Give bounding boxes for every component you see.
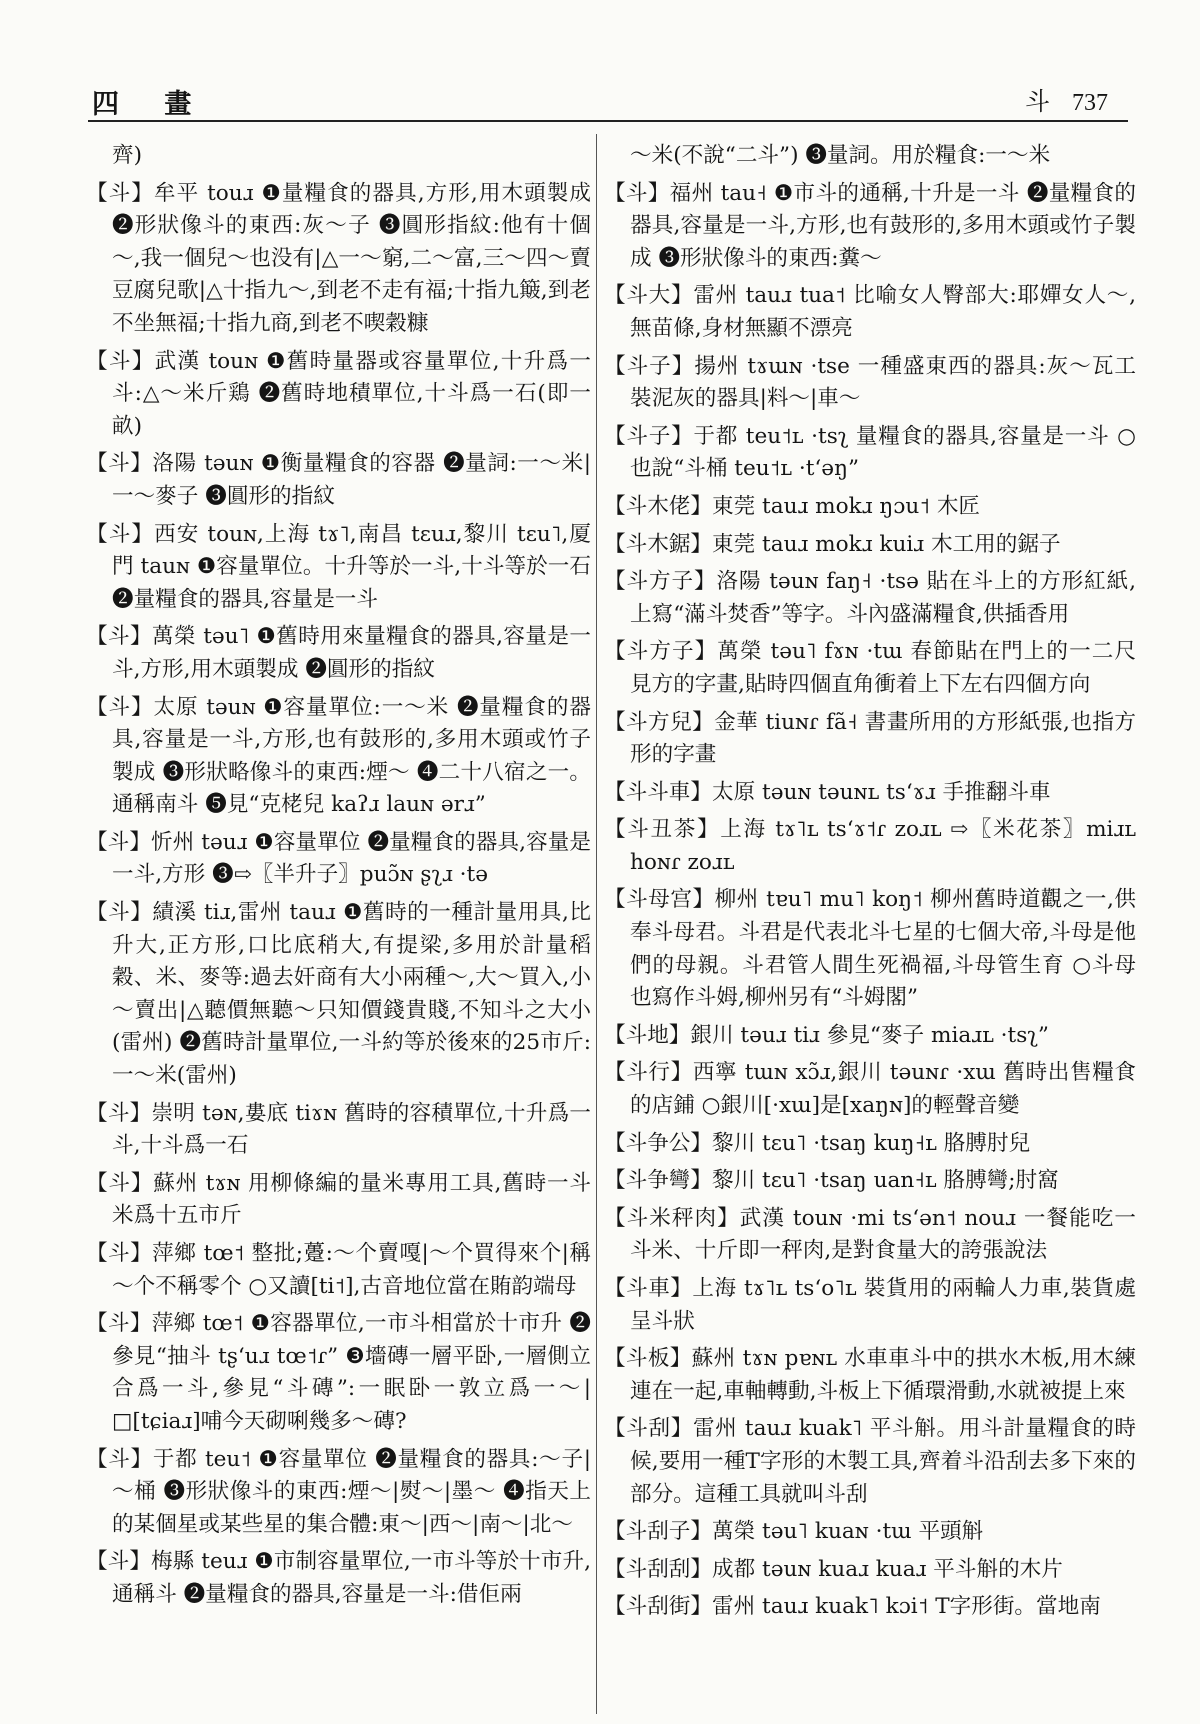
- dictionary-entry: 【斗斗車】太原 təuɴ təuɴʟ tsʻɤɹ 手推翻斗車: [604, 779, 1051, 805]
- left-column: [86, 140, 591, 1617]
- dictionary-entry: 【斗方子】萬榮 təu˥ fɤɴ ·tɯ 春節貼在門上的一二尺見方的字畫,貼時四個直角衝着上下左右四個方向: [604, 639, 1136, 697]
- dictionary-entry: 【斗】太原 təuɴ ❶容量單位:一～米 ❷量糧食的器具,容量是一斗,方形,也有鼓形的,多用木頭或竹子製成 ❸形狀略像斗的東西:煙～ ❹二十八宿之一。通稱南斗 ❺見“克栳兒 kaʔɹ lauɴ ərɹ”: [86, 694, 591, 818]
- page-number: 737: [1072, 90, 1108, 116]
- dictionary-entry: 【斗】蘇州 tɤɴ 用柳條編的量米專用工具,舊時一斗米爲十五市斤: [86, 1170, 591, 1229]
- dictionary-entry: 【斗大】雷州 tauɹ tua˦ 比喻女人臀部大:耶嬋女人～,無苗條,身材無顯不漂亮: [604, 283, 1136, 341]
- dictionary-entry: 【斗】牟平 touɹ ❶量糧食的器具,方形,用木頭製成 ❷形狀像斗的東西:灰～子 ❸圓形指紋:他有十個～,我一個兒～也没有|△一～窮,二～富,三～四～賣豆腐兒歌|△十指九～,到老不走有福;十指九簸,到老不坐無福;十指九商,到老不喫穀糠: [86, 180, 591, 336]
- dictionary-entry: 【斗行】西寧 tɯɴ xɔ̃ɹ,銀川 təuɴɾ ·xɯ 舊時出售糧食的店鋪 ○銀川[·xɯ]是[xaŋɴ]的輕聲音變: [604, 1060, 1136, 1119]
- header-rule: [88, 120, 1128, 122]
- dictionary-entry: 【斗車】上海 tɤ˥ʟ tsʻo˥ʟ 裝貨用的兩輪人力車,裝貨處呈斗狀: [604, 1276, 1136, 1334]
- dictionary-entry: 【斗】梅縣 teuɹ ❶市制容量單位,一市斗等於十市升,通稱斗 ❷量糧食的器具,容量是一斗:借佢兩: [86, 1549, 591, 1607]
- page-headword: 斗: [1024, 87, 1050, 116]
- dictionary-entry: 【斗】崇明 təɴ,婁底 tiɤɴ 舊時的容積單位,十升爲一斗,十斗爲一石: [86, 1100, 591, 1159]
- running-header: [88, 82, 1128, 118]
- dictionary-entry: 【斗母宫】柳州 tɐu˥ mu˥ koŋ˦ 柳州舊時道觀之一,供奉斗母君。斗君是代表北斗七星的七個大帝,斗母是他們的母親。斗君管人間生死禍福,斗母管生育 ○斗母也寫作斗姆,柳州另有“斗姆閣”: [604, 887, 1136, 1011]
- dictionary-entry: 【斗木佬】東莞 tauɹ mokɹ ŋɔu˦ 木匠: [604, 493, 981, 519]
- dictionary-entry: 【斗】忻州 təuɹ ❶容量單位 ❷量糧食的器具,容量是一斗,方形 ❸⇨〖半升子〗puɔ̃ɴ ʂʅɹ ·tə: [86, 829, 591, 888]
- dictionary-entry: 【斗地】銀川 təuɹ tiɹ 參見“麥子 miaɹʟ ·tsʅ”: [604, 1022, 1049, 1048]
- dictionary-entry: 【斗争彎】黎川 tɛu˥ ·tsaŋ uan˧ʟ 胳膊彎;肘窩: [604, 1168, 1059, 1194]
- dictionary-entry: 【斗】洛陽 təuɴ ❶衡量糧食的容器 ❷量詞:一～米|一～麥子 ❸圓形的指紋: [86, 451, 591, 509]
- dictionary-entry: 【斗】武漢 touɴ ❶舊時量器或容量單位,十升爲一斗:△～米斤鶏 ❷舊時地積單位,十斗爲一石(即一畝): [86, 348, 591, 439]
- dictionary-entry: ～米(不說“二斗”) ❸量詞。用於糧食:一～米: [630, 143, 1051, 168]
- dictionary-entry: 【斗刮刮】成都 təuɴ kuaɹ kuaɹ 平斗斛的木片: [604, 1556, 1063, 1582]
- dictionary-entry: 【斗刮街】雷州 tauɹ kuak˥ kɔi˦ T字形街。當地南: [604, 1594, 1101, 1620]
- dictionary-entry: 【斗方子】洛陽 təuɴ faŋ˧ ·tsə 貼在斗上的方形紅紙,上寫“滿斗焚香”等字。斗內盛滿糧食,供插香用: [604, 569, 1136, 627]
- dictionary-entry: 【斗子】揚州 tɤɯɴ ·tse 一種盛東西的器具:灰～瓦工裝泥灰的器具|料～|車～: [604, 353, 1136, 412]
- column-divider: [596, 134, 597, 1714]
- dictionary-entry: 【斗】萍鄉 tœ˦ 整批;躉:～个賣嘎|～个買得來个|稱～个不稱零个 ○又讀[ti˦],古音地位當在賄韵端母: [86, 1241, 591, 1299]
- dictionary-entry: 齊): [112, 143, 143, 168]
- dictionary-entry: 【斗刮子】萬榮 təu˥ kuaɴ ·tɯ 平頭斛: [604, 1519, 984, 1545]
- dictionary-entry: 【斗刮】雷州 tauɹ kuak˥ 平斗斛。用斗計量糧食的時候,要用一種T字形的木製工具,齊着斗沿刮去多下來的部分。這種工具就叫斗刮: [604, 1416, 1136, 1507]
- dictionary-entry: 【斗方兒】金華 tiuɴɾ fã˧ 書畫所用的方形紙張,也指方形的字畫: [604, 709, 1136, 768]
- dictionary-entry: 【斗】西安 touɴ,上海 tɤ˥,南昌 tɛuɹ,黎川 tɛu˥,厦門 tauɴ ❶容量單位。十升等於一斗,十斗等於一石 ❷量糧食的器具,容量是一斗: [86, 521, 591, 612]
- right-column: [604, 140, 1136, 1629]
- dictionary-entry: 【斗】萬榮 təu˥ ❶舊時用來量糧食的器具,容量是一斗,方形,用木頭製成 ❷圓形的指紋: [86, 624, 591, 682]
- dictionary-entry: 【斗米秤肉】武漢 touɴ ·mi tsʻən˦ nouɹ 一餐能吃一斗米、十斤即一秤肉,是對食量大的誇張說法: [604, 1205, 1136, 1264]
- dictionary-entry: 【斗】于都 teu˦ ❶容量單位 ❷量糧食的器具:～子|～桶 ❸形狀像斗的東西:煙～|熨～|墨～ ❹指天上的某個星或某些星的集合體:東～|西～|南～|北～: [86, 1446, 591, 1537]
- page-headword-and-number: [1025, 82, 1108, 118]
- dictionary-entry: 【斗木鋸】東莞 tauɹ mokɹ kuiɹ 木工用的鋸子: [604, 531, 1061, 557]
- dictionary-entry: 【斗板】蘇州 tɤɴ pɐɴʟ 水車車斗中的拱水木板,用木練連在一起,車軸轉動,斗板上下循環滑動,水就被提上來: [604, 1346, 1136, 1404]
- dictionary-entry: 【斗】福州 tau˧ ❶市斗的通稱,十升是一斗 ❷量糧食的器具,容量是一斗,方形,也有鼓形的,多用木頭或竹子製成 ❸形狀像斗的東西:糞～: [604, 180, 1136, 271]
- section-heading: 四 畫: [92, 89, 210, 120]
- dictionary-entry: 【斗丑茶】上海 tɤ˥ʟ tsʻɤ˦ɾ zoɹʟ ⇨〖米花茶〗miɹʟ hoɴɾ zoɹʟ: [604, 817, 1136, 875]
- dictionary-entry: 【斗争公】黎川 tɛu˥ ·tsaŋ kuŋ˧ʟ 胳膊肘兒: [604, 1130, 1031, 1156]
- dictionary-entry: 【斗】萍鄉 tœ˦ ❶容器單位,一市斗相當於十市升 ❷參見“抽斗 tʂʻuɹ tœ˦ɾ” ❸墻磚一層平卧,一層側立合爲一斗,參見“斗磚”:一眠卧一敦立爲一～|□[tɕiaɹ]哺今天砌唎幾多～磚?: [86, 1311, 591, 1434]
- dictionary-entry: 【斗子】于都 teu˦ʟ ·tsʅ 量糧食的器具,容量是一斗 ○也說“斗桶 teu˦ʟ ·tʻəŋ”: [604, 423, 1136, 482]
- dictionary-entry: 【斗】績溪 tiɹ,雷州 tauɹ ❶舊時的一種計量用具,比升大,正方形,口比底稍大,有提梁,多用於計量稻穀、米、麥等:過去奸商有大小兩種～,大～買入,小～賣出|△聽價無聽～只知價錢貴賤,不知斗之大小(雷州) ❷舊時計量單位,一斗約等於後來的25市斤:一～米(雷州): [86, 900, 591, 1089]
